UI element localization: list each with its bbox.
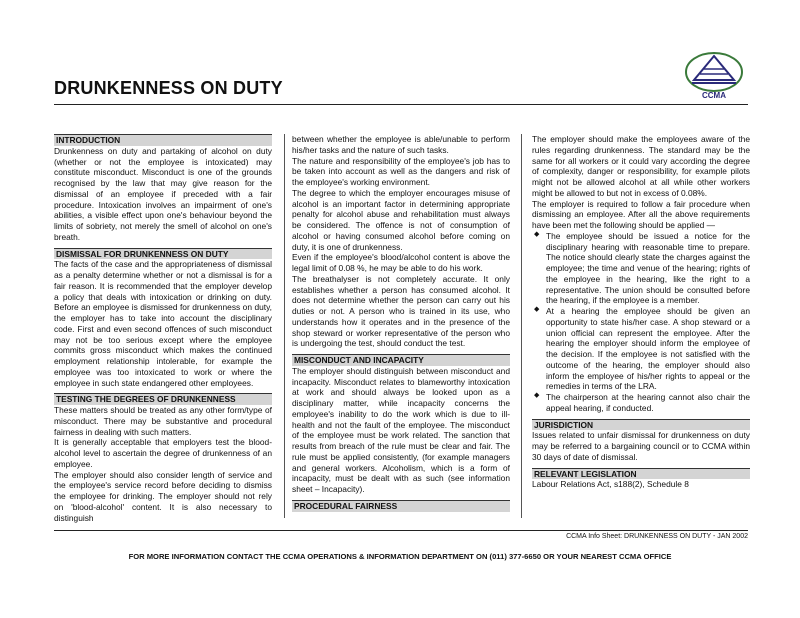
column-3 <box>532 134 750 490</box>
list-item <box>532 231 750 306</box>
list-item-text: The chairperson at the hearing cannot also chair the appeal hearing, if conducted. <box>546 392 750 413</box>
section-heading-introduction: INTRODUCTION <box>54 134 272 146</box>
bullet-icon: ◆ <box>534 392 540 399</box>
paragraph: The breathalyser is not completely accurate. It only establishes whether a person has consumed alcohol. It does not determine whether the person can carry out his duties or not. A person who is trained in its use, who understands how it operates and in the presence of the shop steward or worker representative of the person who is undergoing the test, should conduct the test. <box>292 273 510 349</box>
list-item <box>532 306 750 392</box>
paragraph: These matters should be treated as any other form/type of misconduct. There may be substantive and procedural fairness in dealing with such matters. <box>54 405 272 437</box>
page-title: DRUNKENNESS ON DUTY <box>54 78 283 98</box>
column-2 <box>292 134 510 512</box>
section-heading-legislation: RELEVANT LEGISLATION <box>532 468 750 480</box>
paragraph: The employer should make the employees aware of the rules regarding drunkenness. The standard may be the same for all workers or it could vary according the degree of complexity, danger or responsibility, for example pilots might not be allowed alcohol at all while other workers might be allowed to but not in excess of 0.08%. <box>532 134 750 198</box>
section-heading-testing: TESTING THE DEGREES OF DRUNKENNESS <box>54 393 272 405</box>
paragraph: Drunkenness on duty and partaking of alcohol on duty (whether or not the employee is intoxicated) may constitute misconduct. Misconduct is one of the grounds recognised by the law that may give reason for the dismissal of an employee if preceded with a fair procedure. Intoxication involves an impairment of one's abilities, a visible effect upon one's behaviour beyond the limits of sobriety, not merely the smell of alcohol on one's breath. <box>54 145 272 242</box>
section-heading-misconduct: MISCONDUCT AND INCAPACITY <box>292 354 510 366</box>
list-item-text: The employee should be issued a notice for the disciplinary hearing with reasonable time to prepare. The notice should clearly state the charges against the employee; the time and venue of the hearing; rights of the employee in the hearing, like the right to a representative. The union should be consulted before the hearing, if the employee is a member. <box>546 230 750 306</box>
ccma-logo <box>684 50 744 106</box>
logo-text: CCMA <box>702 91 726 100</box>
contact-info: FOR MORE INFORMATION CONTACT THE CCMA OPERATIONS & INFORMATION DEPARTMENT ON (011) 377-6650 OR YOUR NEAREST CCMA OFFICE <box>128 552 672 561</box>
paragraph: between whether the employee is able/unable to perform his/her tasks and the nature of such tasks. <box>292 134 510 155</box>
section-heading-jurisdiction: JURISDICTION <box>532 419 750 431</box>
title-rule <box>54 104 748 105</box>
column-divider <box>284 134 285 518</box>
paragraph: The nature and responsibility of the employee's job has to be taken into account as well as the dangers and risk of the employee's working environment. <box>292 155 510 187</box>
column-divider <box>521 134 522 518</box>
bullet-icon: ◆ <box>534 306 540 313</box>
footer-rule <box>54 530 748 531</box>
requirements-list <box>532 231 750 414</box>
info-sheet-label: CCMA Info Sheet: DRUNKENNESS ON DUTY - JAN 2002 <box>566 533 748 540</box>
paragraph: The facts of the case and the appropriateness of dismissal as a penalty determine whether or not a dismissal is for a fair reason. It is recommended that the employer develop a policy that deals with intoxication or drinking on duty. Before an employee is dismissed for drunkenness on duty, the employer has to take into account the disciplinary code. First and even second offences of such misconduct may not be too serious except where the employee commits gross misconduct which makes the continued employment relationship intolerable, for example the employee was too intoxicated to work or where the employee in such state endangered other employees. <box>54 259 272 388</box>
paragraph: Labour Relations Act, s188(2), Schedule 8 <box>532 479 689 490</box>
paragraph: The degree to which the employer encourages misuse of alcohol is an important factor in determining appropriate penalty for alcohol abuse and rehabilitation must always be considered. The offence is not of consumption of alcohol or having consumed alcohol before coming on duty, it is one of drunkenness. <box>292 187 510 252</box>
section-heading-dismissal: DISMISSAL FOR DRUNKENNESS ON DUTY <box>54 248 272 260</box>
paragraph: The employer is required to follow a fair procedure when dismissing an employee. After all the above requirements have been met the following should be applied — <box>532 198 750 230</box>
column-1 <box>54 134 272 523</box>
paragraph: The employer should also consider length of service and the employee's service record before deciding to dismiss the employee for drinking. The employer should not rely on 'blood-alcohol' content. It is also necessary to distinguish <box>54 469 272 523</box>
list-item-text: At a hearing the employee should be given an opportunity to state his/her case. A shop steward or a union official can represent the employee. After the hearing the employer should inform the employee of the decision. If the employee is not satisfied with the outcome of the hearing, the employer should also inform the employee of his/her rights to appeal or the remedies in terms of the LRA. <box>546 306 750 392</box>
paragraph: Even if the employee's blood/alcohol content is above the legal limit of 0.08 %, he may be able to do his work. <box>292 252 510 273</box>
ccma-emblem-icon <box>684 50 744 92</box>
bullet-icon: ◆ <box>534 230 540 238</box>
paragraph: Issues related to unfair dismissal for drunkenness on duty may be referred to a bargaining council or to CCMA within 30 days of date of dismissal. <box>532 430 750 462</box>
section-heading-procedural-fairness: PROCEDURAL FAIRNESS <box>292 500 510 512</box>
list-item <box>532 392 750 414</box>
paragraph: The employer should distinguish between misconduct and incapacity. Misconduct relates to blameworthy intoxication at work and should always be looked upon as a disciplinary matter, while incapacity concerns the employee's inability to do the work which is due to ill-health and not the fault of the employee. The misconduct of the employee must be work related. The sanction that results from breach of the rule must be clear and fair. The rule must be applied consistently, (for example managers and general workers. Alcoholism, which is a form of incapacity, must be dealt with as such (see information sheet – Incapacity). <box>292 365 510 494</box>
paragraph: It is generally acceptable that employers test the blood-alcohol level to ascertain the degree of drunkenness of an employee. <box>54 437 272 469</box>
